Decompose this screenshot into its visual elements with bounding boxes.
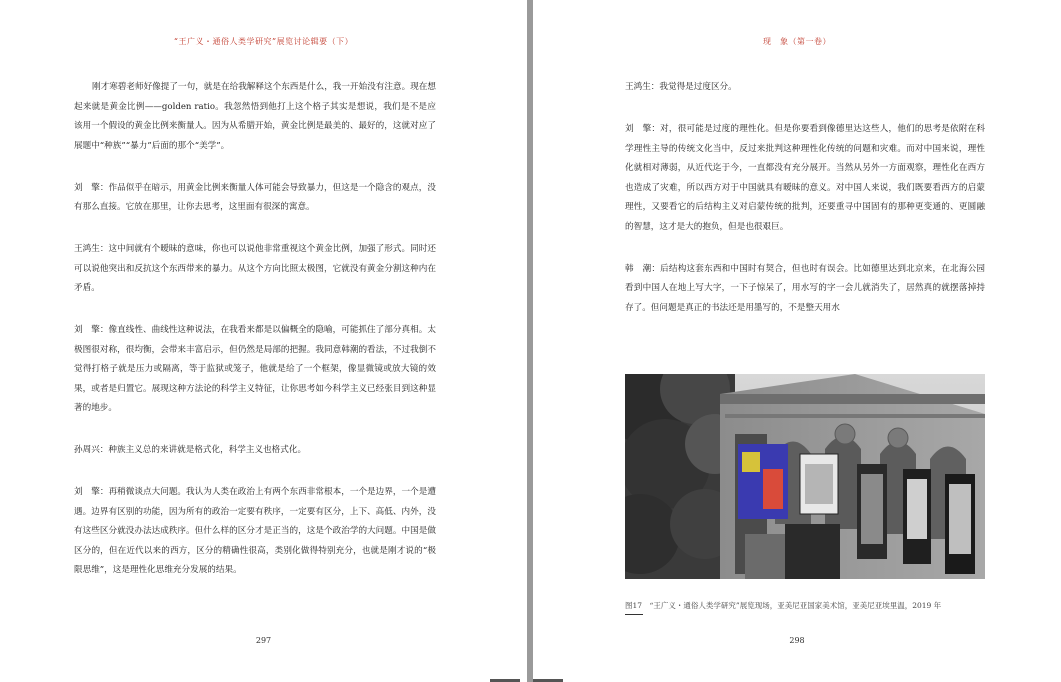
right-page (533, 0, 1061, 682)
page-number-right: 298 (789, 636, 805, 645)
running-header-left: “王广义・通俗人类学研究”展览讨论辑要（下） (173, 37, 354, 46)
paragraph: 王鸿生：我觉得是过度区分。 (625, 82, 737, 92)
paragraph: 刚才寒碧老师好像提了一句，就是在给我解释这个东西是什么，我一开始没有注意。现在想起来就是黄金比例——golden ratio。我忽然悟到他打上这个格子其实是想说，我们是不是应该用一个假设的黄金比例来衡量人。因为从希腊开始，黄金比例是最美的、最好的，这就对应了展题中“种族”“暴力”后面的那个“美学”。 (74, 82, 436, 151)
running-header-right: 现 象（第一卷） (763, 37, 831, 46)
exhibition-photo (625, 374, 985, 579)
page-number-left: 297 (255, 636, 272, 645)
left-page-body (74, 78, 436, 603)
figure-caption: 图17 “王广义・通俗人类学研究”展览现场，亚美尼亚国家美术馆，亚美尼亚埃里温，2019 年 (625, 601, 942, 610)
paragraph: 韩 潮：后结构这套东西和中国时有契合，但也时有误会。比如德里达到北京来，在北海公园看到中国人在地上写大字，一下子惊呆了，用水写的字一会儿就消失了，居然真的就摆落掉持存了。但问题是真正的书法还是用墨写的，不是整天用水 (625, 263, 985, 313)
paragraph: 刘 擎：作品似乎在暗示，用黄金比例来衡量人体可能会导致暴力，但这是一个隐含的观点，没有那么直接。它放在那里，让你去思考，这里面有很深的寓意。 (74, 182, 436, 212)
paragraph: 王鸿生：这中间就有个暧昧的意味，你也可以说他非常重视这个黄金比例，加强了形式。同时还可以说他突出和反抗这个东西带来的暴力。从这个方向比照太极图，它就没有黄金分割这种内在矛盾。 (74, 244, 436, 293)
caption-rule (625, 614, 643, 615)
right-page-body (625, 78, 985, 341)
left-page (0, 0, 527, 682)
paragraph: 刘 擎：对，很可能是过度的理性化。但是你要看到像德里达这些人，他们的思考是依附在科学理性主导的传统文化当中，反过来批判这种理性化传统的问题和灾难。而对中国来说，理性化就相对薄弱，从近代迄于今，一直都没有充分展开。当然从另外一方面观察，理性化在西方也造成了灾难，所以西方对于中国就具有暧昧的意义。对中国人来说，我们既要看西方的启蒙理性，又要看它的后结构主义对启蒙传统的批判，还要重寻中国固有的那种更变通的、更圆融的智慧，这才是大的抱负，但是也很艰巨。 (625, 124, 985, 232)
paragraph: 孙周兴：种族主义总的来讲就是格式化，科学主义也格式化。 (74, 445, 307, 455)
paragraph: 刘 擎：像直线性、曲线性这种说法，在我看来都是以偏概全的隐喻，可能抓住了部分真相。太极图很对称，很均衡，会带来丰富启示，但仍然是局部的把握。我同意韩潮的看法，不过我倒不觉得打格子就是压力或隔离，等于监狱或笼子，他就是给了一个框架，像显微镜或放大镜的效果，或者是归置它。展现这种方法论的科学主义特征，让你思考如今科学主义已经张目到这种显著的地步。 (74, 325, 436, 413)
paragraph: 刘 擎：再稍微谈点大问题。我认为人类在政治上有两个东西非常根本，一个是边界，一个是遭遇。边界有区别的功能，因为所有的政治一定要有秩序，一定要有区分，上下、高低、内外，没有这些区分就没办法达成秩序。但什么样的区分才是正当的，这是个政治学的大问题。中国是做区分的，但在近代以来的西方，区分的精确性很高，类别化做得特别充分，也就是刚才说的“极限思维”，这是理性化思维充分发展的结果。 (74, 487, 436, 575)
